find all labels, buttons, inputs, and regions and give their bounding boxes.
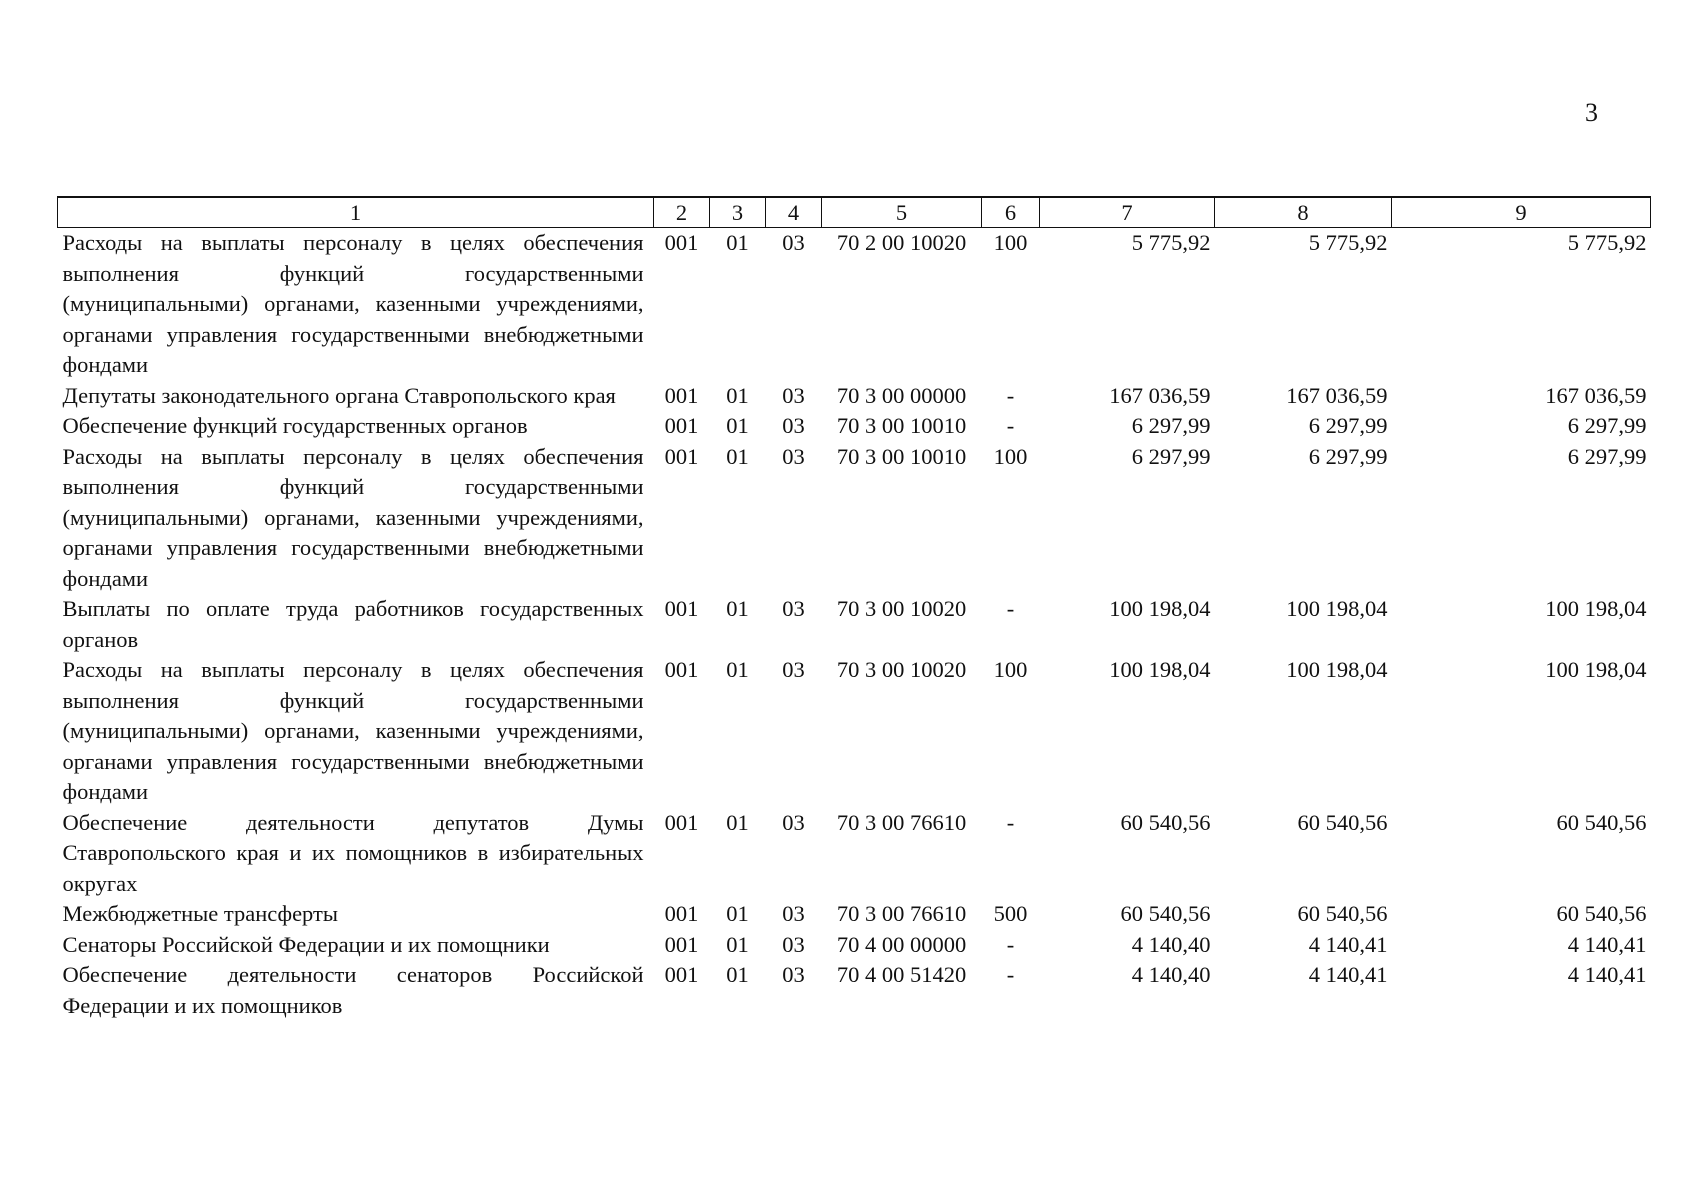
- cell-expense-type: -: [1006, 809, 1015, 835]
- cell-amount-7: 100 198,04: [1109, 596, 1211, 621]
- row-name: Выплаты по оплате труда работников государственных органов: [62, 596, 644, 652]
- cell-amount-8: 100 198,04: [1286, 657, 1388, 682]
- cell-target-article: 70 2 00 10020: [836, 230, 967, 255]
- column-header: 9: [1392, 197, 1651, 228]
- cell-ministry: 001: [664, 962, 699, 987]
- cell-expense-type: -: [1006, 382, 1015, 408]
- row-name: Расходы на выплаты персоналу в целях обеспечения выполнения функций государственными (муниципальными) органами, казенными учреждениями, органами управления государственными внебюджетными фондами: [62, 657, 644, 804]
- column-header: 8: [1215, 197, 1392, 228]
- cell-subsection: 03: [782, 809, 805, 835]
- cell-ministry: 001: [664, 901, 699, 926]
- cell-section: 01: [726, 657, 749, 682]
- column-header: 4: [766, 197, 822, 228]
- column-header: 6: [982, 197, 1040, 228]
- row-name: Обеспечение функций государственных органов: [62, 413, 528, 438]
- cell-amount-8: 60 540,56: [1297, 901, 1388, 926]
- cell-subsection: 03: [782, 931, 805, 957]
- cell-subsection: 03: [782, 413, 805, 438]
- cell-amount-7: 6 297,99: [1131, 443, 1211, 469]
- cell-subsection: 03: [782, 443, 805, 469]
- cell-section: 01: [726, 931, 749, 957]
- cell-amount-8: 6 297,99: [1308, 413, 1388, 438]
- column-header: 3: [710, 197, 766, 228]
- cell-subsection: 03: [782, 962, 805, 987]
- cell-target-article: 70 3 00 10020: [836, 657, 967, 682]
- cell-target-article: 70 3 00 00000: [836, 382, 967, 408]
- cell-expense-type: 100: [993, 657, 1028, 682]
- cell-section: 01: [726, 901, 749, 926]
- cell-ministry: 001: [664, 413, 699, 438]
- row-name: Расходы на выплаты персоналу в целях обеспечения выполнения функций государственными (муниципальными) органами, казенными учреждениями, органами управления государственными внебюджетными фондами: [62, 443, 644, 591]
- cell-amount-9: 4 140,41: [1567, 931, 1647, 957]
- cell-subsection: 03: [782, 657, 805, 682]
- cell-expense-type: -: [1006, 931, 1015, 957]
- cell-target-article: 70 3 00 76610: [836, 809, 967, 835]
- cell-amount-7: 6 297,99: [1131, 413, 1211, 438]
- cell-amount-8: 5 775,92: [1308, 230, 1388, 255]
- cell-ministry: 001: [664, 230, 699, 255]
- cell-amount-9: 100 198,04: [1545, 657, 1647, 682]
- cell-section: 01: [726, 382, 749, 408]
- cell-amount-7: 167 036,59: [1109, 382, 1211, 408]
- cell-amount-9: 4 140,41: [1567, 962, 1647, 987]
- cell-amount-7: 60 540,56: [1120, 901, 1211, 926]
- column-header: 1: [58, 197, 654, 228]
- table-row: [58, 594, 1651, 655]
- cell-amount-9: 167 036,59: [1545, 382, 1647, 408]
- cell-section: 01: [726, 962, 749, 987]
- cell-expense-type: 500: [993, 901, 1028, 926]
- cell-section: 01: [726, 596, 749, 621]
- table-header-row: [58, 197, 1651, 228]
- cell-amount-8: 60 540,56: [1297, 809, 1388, 835]
- cell-expense-type: 100: [993, 443, 1028, 469]
- cell-target-article: 70 3 00 10010: [836, 443, 967, 469]
- cell-subsection: 03: [782, 596, 805, 621]
- cell-amount-7: 4 140,40: [1131, 962, 1211, 987]
- cell-amount-8: 4 140,41: [1308, 962, 1388, 987]
- column-header: 5: [822, 197, 982, 228]
- row-name: Межбюджетные трансферты: [62, 901, 338, 926]
- cell-amount-9: 5 775,92: [1567, 230, 1647, 255]
- cell-section: 01: [726, 413, 749, 438]
- cell-amount-9: 6 297,99: [1567, 413, 1647, 438]
- cell-amount-8: 4 140,41: [1308, 931, 1388, 957]
- table-row: [58, 808, 1651, 900]
- cell-amount-7: 100 198,04: [1109, 657, 1211, 682]
- table-row: [58, 655, 1651, 808]
- cell-amount-9: 6 297,99: [1567, 443, 1647, 469]
- row-name: Обеспечение деятельности сенаторов Российской Федерации и их помощников: [62, 962, 644, 1018]
- table-row: [58, 442, 1651, 595]
- cell-amount-8: 100 198,04: [1286, 596, 1388, 621]
- cell-expense-type: -: [1006, 413, 1015, 438]
- cell-subsection: 03: [782, 901, 805, 926]
- table-row: [58, 228, 1651, 381]
- cell-amount-8: 6 297,99: [1308, 443, 1388, 469]
- cell-target-article: 70 4 00 00000: [836, 931, 967, 957]
- cell-subsection: 03: [782, 382, 805, 408]
- cell-ministry: 001: [664, 443, 699, 469]
- cell-amount-7: 5 775,92: [1131, 230, 1211, 255]
- cell-amount-9: 100 198,04: [1545, 596, 1647, 621]
- table-row: [58, 899, 1651, 930]
- cell-amount-9: 60 540,56: [1556, 809, 1647, 835]
- cell-amount-7: 4 140,40: [1131, 931, 1211, 957]
- cell-section: 01: [726, 230, 749, 255]
- cell-target-article: 70 3 00 10010: [836, 413, 967, 438]
- budget-table: [57, 196, 1651, 1021]
- row-name: Обеспечение деятельности депутатов Думы Ставропольского края и их помощников в избирательных округах: [62, 809, 644, 896]
- cell-ministry: 001: [664, 657, 699, 682]
- table-row: [58, 930, 1651, 961]
- cell-ministry: 001: [664, 809, 699, 835]
- cell-section: 01: [726, 809, 749, 835]
- cell-amount-8: 167 036,59: [1286, 382, 1388, 408]
- cell-expense-type: -: [1006, 596, 1015, 621]
- column-header: 7: [1040, 197, 1215, 228]
- table-row: [58, 381, 1651, 412]
- row-name: Расходы на выплаты персоналу в целях обеспечения выполнения функций государственными (муниципальными) органами, казенными учреждениями, органами управления государственными внебюджетными фондами: [62, 230, 644, 377]
- row-name: Депутаты законодательного органа Ставропольского края: [62, 382, 616, 408]
- column-header: 2: [654, 197, 710, 228]
- table-row: [58, 411, 1651, 442]
- cell-expense-type: 100: [993, 230, 1028, 255]
- page-number: 3: [1585, 98, 1598, 127]
- cell-ministry: 001: [664, 931, 699, 957]
- cell-section: 01: [726, 443, 749, 469]
- cell-ministry: 001: [664, 382, 699, 408]
- cell-target-article: 70 4 00 51420: [836, 962, 967, 987]
- cell-expense-type: -: [1006, 962, 1015, 987]
- cell-amount-9: 60 540,56: [1556, 901, 1647, 926]
- cell-subsection: 03: [782, 230, 805, 255]
- table-row: [58, 960, 1651, 1021]
- cell-amount-7: 60 540,56: [1120, 809, 1211, 835]
- cell-ministry: 001: [664, 596, 699, 621]
- cell-target-article: 70 3 00 76610: [836, 901, 967, 926]
- row-name: Сенаторы Российской Федерации и их помощники: [62, 931, 550, 957]
- cell-target-article: 70 3 00 10020: [836, 596, 967, 621]
